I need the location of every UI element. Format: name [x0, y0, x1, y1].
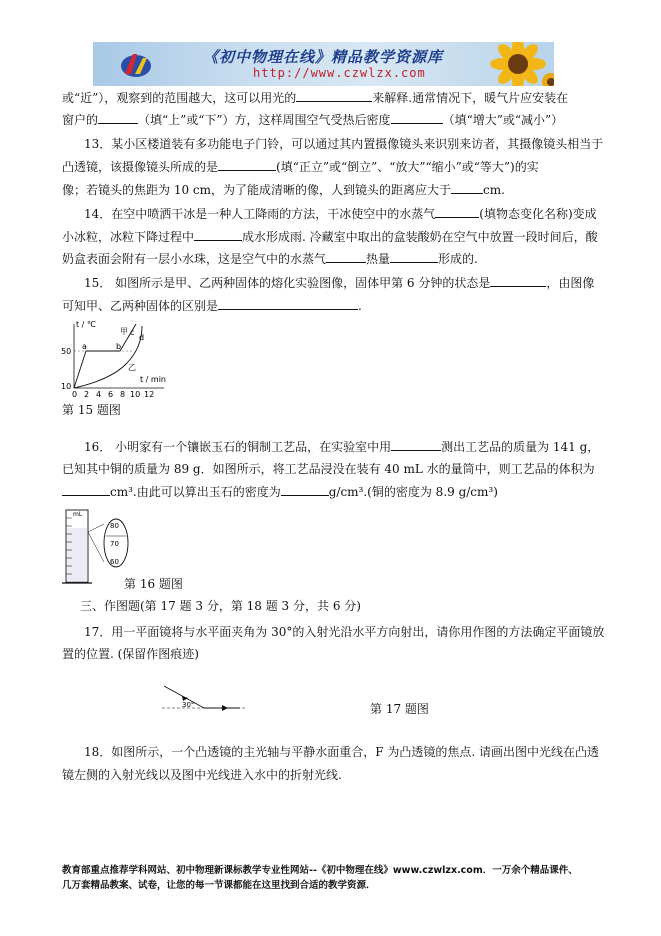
unit-label: mL — [73, 511, 83, 518]
section-3-heading: 三、作图题(第 17 题 3 分，第 18 题 3 分，共 6 分) — [80, 599, 361, 613]
answer-blank[interactable] — [451, 180, 483, 194]
series-label: 甲 — [120, 327, 128, 336]
answer-blank[interactable] — [490, 273, 546, 287]
text-line-2: 窗户的 （填“上”或“下”）方，这样周围空气受热后密度 （填“增大”或“减小”） — [62, 110, 563, 130]
answer-blank[interactable] — [296, 88, 372, 102]
y-tick: 50 — [61, 347, 72, 356]
answer-blank[interactable] — [218, 157, 276, 171]
question-15-line-2: 可知甲、乙两种固体的区别是 . — [62, 296, 362, 316]
figure-17-diagram — [160, 684, 250, 714]
answer-blank[interactable] — [391, 110, 443, 124]
angle-label: 30° — [182, 701, 195, 709]
question-13-line-2: 凸透镜，该摄像镜头所成的是 (填“正立”或“倒立”、“放大”“缩小”或“等大”)的实 — [62, 157, 539, 177]
question-16-line-1: 16． 小明家有一个镶嵌玉石的铜制工艺品，在实验室中用 测出工艺品的质量为 141 g， — [84, 437, 599, 457]
x-tick: 12 — [144, 390, 155, 399]
figure-15-graph — [60, 318, 170, 400]
footer-line-2: 几万套精品教案、试卷，让您的每一节课都能在这里找到合适的教学资源． — [62, 880, 376, 891]
y-axis-label: t / ℃ — [76, 320, 96, 329]
question-13-line-3: 像；若镜头的焦距为 10 cm，为了能成清晰的像，人到镜头的距离应大于 cm. — [62, 180, 505, 200]
x-tick: 0 — [72, 390, 78, 399]
question-17-line-2: 置的位置. (保留作图痕迹) — [62, 647, 199, 661]
question-16-line-2: 已知其中铜的质量为 89 g．如图所示，将工艺品浸没在装有 40 mL 水的量筒中，则工艺品的体积为 — [62, 462, 595, 476]
banner-title: 《初中物理在线》精品教学资源库 — [203, 48, 444, 66]
x-axis-label: t / min — [140, 375, 167, 384]
sunflower-icon — [473, 42, 554, 86]
answer-blank[interactable] — [194, 227, 242, 241]
x-tick: 4 — [96, 390, 102, 399]
answer-blank[interactable] — [98, 110, 138, 124]
answer-blank[interactable] — [326, 249, 366, 263]
question-18-line-1: 18．如图所示，一个凸透镜的主光轴与平静水面重合，F 为凸透镜的焦点. 请画出图中光线在凸透 — [84, 745, 600, 759]
figure-16-cylinder — [60, 506, 132, 588]
question-16-line-3: cm³.由此可以算出玉石的密度为 g/cm³.(铜的密度为 8.9 g/cm³) — [62, 482, 498, 502]
answer-blank[interactable] — [390, 249, 438, 263]
figure-15-caption: 第 15 题图 — [62, 403, 121, 417]
x-tick: 10 — [130, 390, 141, 399]
figure-17-caption: 第 17 题图 — [370, 702, 429, 716]
scale-mark: 60 — [110, 558, 119, 566]
question-18-line-2: 镜左侧的入射光线以及图中光线进入水中的折射光线. — [62, 768, 342, 782]
x-tick: 8 — [120, 390, 126, 399]
ray-arrow-icon — [222, 705, 228, 711]
question-13-line-1: 13．某小区楼道装有多功能电子门铃，可以通过其内置摄像镜头来识别来访者，其摄像镜头相当于 — [84, 137, 604, 151]
answer-blank[interactable] — [391, 437, 441, 451]
footer-line-1: 教育部重点推荐学科网站、初中物理新课标教学专业性网站--《初中物理在线》www.czwlzx.com．一万余个精品课件、 — [62, 865, 578, 876]
question-14-line-2: 小冰粒，冰粒下降过程中 成水形成雨. 冷藏室中取出的盒装酸奶在空气中放置一段时间后，酸 — [62, 227, 598, 247]
series-label: 乙 — [128, 363, 136, 372]
point-label: d — [139, 333, 145, 342]
question-15-line-1: 15． 如图所示是甲、乙两种固体的熔化实验图像，固体甲第 6 分钟的状态是 ，由图像 — [84, 273, 594, 293]
text-line-1: 或“近”），观察到的范围越大，这可以用光的 来解释.通常情况下，暖气片应安装在 — [62, 88, 568, 108]
point-label: a — [82, 342, 87, 351]
scale-mark: 80 — [110, 522, 119, 530]
answer-blank[interactable] — [218, 296, 358, 310]
figure-16-caption: 第 16 题图 — [124, 577, 183, 591]
question-14-line-1: 14．在空中喷洒干冰是一种人工降雨的方法，干冰使空中的水蒸气 (填物态变化名称)变成 — [84, 204, 597, 224]
y-tick: 10 — [61, 382, 72, 391]
point-label: b — [116, 342, 122, 351]
x-tick: 2 — [84, 390, 90, 399]
logo-icon — [119, 48, 153, 80]
answer-blank[interactable] — [62, 482, 110, 496]
question-14-line-3: 奶盒表面会附有一层小水珠，这是空气中的水蒸气 热量 形成的. — [62, 249, 478, 269]
banner-url[interactable]: http://www.czwlzx.com — [253, 66, 426, 80]
question-17-line-1: 17．用一平面镜将与水平面夹角为 30°的入射光沿水平方向射出，请你用作图的方法确定平面镜放 — [84, 625, 605, 639]
x-tick: 6 — [108, 390, 114, 399]
point-label: c — [130, 328, 135, 337]
answer-blank[interactable] — [435, 204, 479, 218]
answer-blank[interactable] — [281, 482, 329, 496]
header-banner — [93, 42, 554, 86]
scale-mark: 70 — [110, 540, 119, 548]
